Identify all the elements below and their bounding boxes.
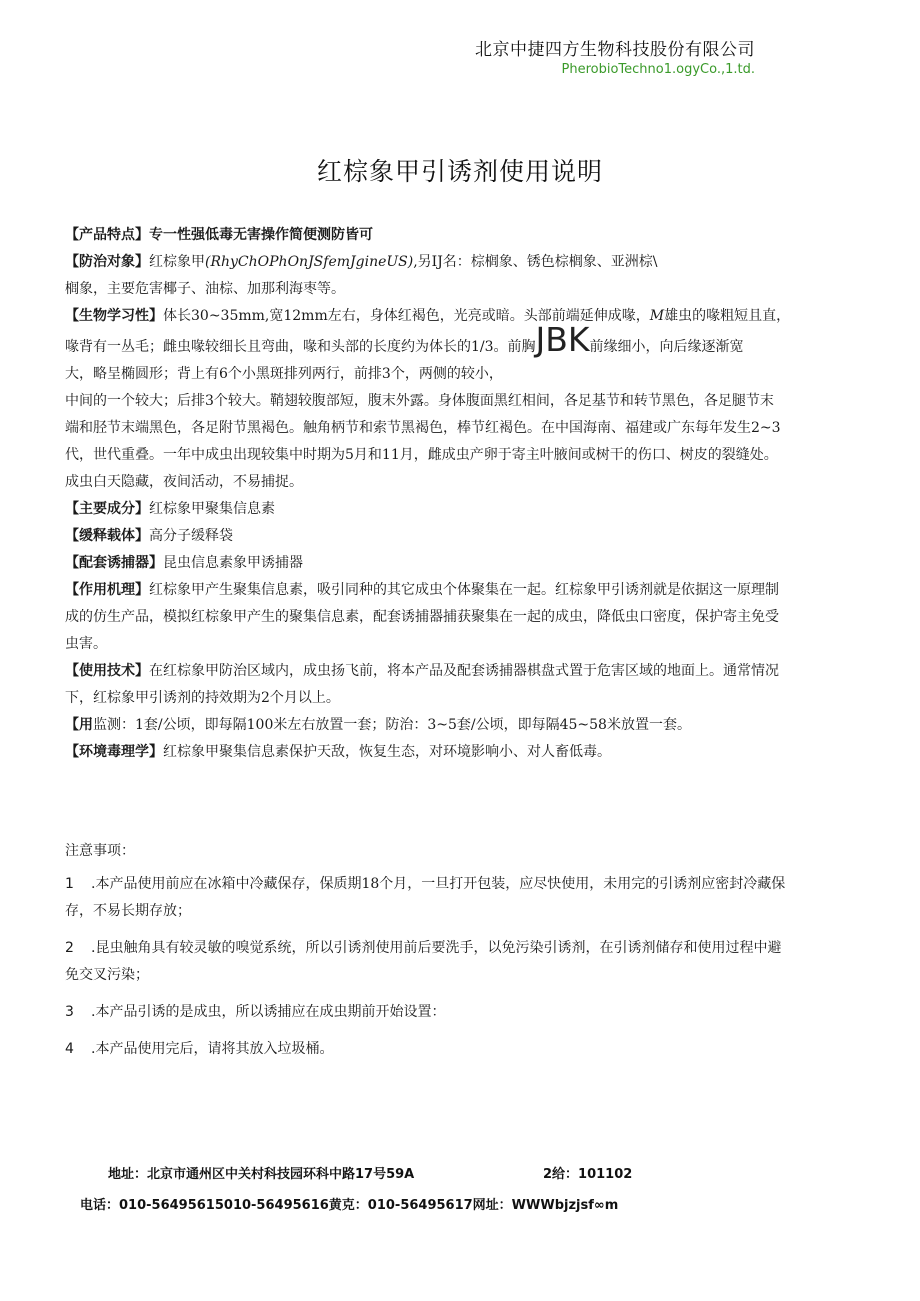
features-text: 专一性强低毒无害操作简便测防皆可 [149,227,373,243]
note-number: 4 [65,1041,74,1057]
note-line-2: 存，不易长期存放； [65,903,191,919]
note-line-1: .昆虫触角具有较灵敏的嗅觉系统，所以引诱剂使用前后要洗手，以免污染引诱剂，在引诱剂储存和使用过程中避 [91,940,782,956]
biology-paragraph [65,303,865,496]
note-line-1: .本产品使用完后，请将其放入垃圾桶。 [91,1041,334,1057]
note-number: 1 [65,876,74,892]
note-number: 2 [65,940,74,956]
mechanism-line-3: 虫害。 [65,636,107,652]
trap-text: 昆虫信息素象甲诱捕器 [163,555,303,571]
note-item [65,1036,865,1063]
ingredient-paragraph [65,496,865,523]
biology-line-7: 成虫白天隐藏，夜间活动，不易捕捉。 [65,474,303,490]
mechanism-paragraph [65,577,865,658]
target-latin: (RhyChOPhOnJSfemJgineUS) [205,254,414,270]
toxicology-paragraph [65,739,865,766]
target-pre: 红棕象甲 [149,254,205,270]
biology-line-5: 端和胫节末端黑色，各足附节黑褐色。触角柄节和索节黑褐色，棒节红褐色。在中国海南、福建或广东每年发生2~3 [65,420,781,436]
note-item [65,871,865,925]
note-line-1: .本产品使用前应在冰箱中冷藏保存，保质期18个月，一旦打开包装，应尽快使用，未用完的引诱剂应密封冷藏保 [91,876,786,892]
document-title: 红棕象甲引诱剂使用说明 [316,157,603,186]
biology-jbk-mark: JBK [535,320,590,359]
footer-zip: 2给：101102 [543,1167,633,1182]
toxicology-label: 【环境毒理学】 [65,744,163,760]
note-number: 3 [65,1004,74,1020]
biology-label: 【生物学习性】 [65,308,163,324]
carrier-text: 高分子缓释袋 [149,528,233,544]
note-item [65,935,865,989]
carrier-label: 【缓释载体】 [65,528,149,544]
features-paragraph [65,222,865,249]
features-label: 【产品特点】 [65,227,149,243]
target-label: 【防治对象】 [65,254,149,270]
note-item [65,999,865,1026]
ingredient-text: 红棕象甲聚集信息素 [149,501,275,517]
biology-line-6: 代，世代重叠。一年中成虫出现较集中时期为5月和11月，雌成虫产卵于寄主叶腋间或树干的伤口、树皮的裂缝处。 [65,447,778,463]
trap-paragraph [65,550,865,577]
ingredient-label: 【主要成分】 [65,501,149,517]
notes-section [65,838,865,1063]
biology-line-2-end: 前缘细小，向后缘逐渐宽 [589,339,744,355]
biology-line-4: 中间的一个较大；后排3个较大。鞘翅较腹部短，腹末外露。身体腹面黑红相间，各足基节和转节黑色，各足腿节末 [65,393,774,409]
technique-paragraph [65,658,865,712]
dosage-paragraph [65,712,865,739]
note-line-2: 免交叉污染； [65,967,149,983]
trap-label: 【配套诱捕器】 [65,555,163,571]
dosage-label-2: 监测： [93,717,135,733]
mechanism-line-1: 红棕象甲产生聚集信息素，吸引同种的其它成虫个体聚集在一起。红棕象甲引诱剂就是依据这一原理制 [149,582,779,598]
technique-label: 【使用技术】 [65,663,149,679]
biology-line-1-end: 雄虫的喙粗短且直， [664,308,791,324]
document-body [65,222,865,766]
footer-contact: 电话：010-56495615010-56495616黄克：010-56495617网址：WWWbjzjsf∞m [80,1198,619,1213]
target-line2: 榈象，主要危害椰子、油棕、加那利海枣等。 [65,281,345,297]
mechanism-line-2: 成的仿生产品，模拟红棕象甲产生的聚集信息素，配套诱捕器捕获聚集在一起的成虫，降低虫口密度，保护寄主免受 [65,609,779,625]
dosage-text: 1套/公顷，即每隔100米左右放置一套；防治：3~5套/公顷，即每隔45~58米放置一套。 [135,717,691,733]
dosage-label: 【用 [65,717,93,733]
biology-line-3: 大，略呈椭圆形；背上有6个小黑斑排列两行，前排3个，两侧的较小， [65,366,503,382]
toxicology-text: 红棕象甲聚集信息素保护天敌，恢复生态，对环境影响小、对人畜低毒。 [163,744,611,760]
target-paragraph [65,249,865,303]
technique-line-1: 在红棕象甲防治区域内，成虫扬飞前，将本产品及配套诱捕器棋盘式置于危害区域的地面上。通常情况 [149,663,779,679]
biology-line-1: 体长30~35mm,宽12mm左右，身体红褐色，光亮或暗。头部前端延伸成喙， [163,308,650,324]
notes-heading: 注意事项： [65,843,135,859]
note-line-1: .本产品引诱的是成虫，所以诱捕应在成虫期前开始设置： [91,1004,446,1020]
technique-line-2: 下，红棕象甲引诱剂的持效期为2个月以上。 [65,690,340,706]
footer-address: 地址：北京市通州区中关村科技园环科中路17号59A [108,1167,415,1182]
target-post: ,另IJ名：棕榈象、锈色棕榈象、亚洲棕\ [413,254,658,270]
biology-line-2: 喙背有一丛毛；雌虫喙较细长且弯曲，喙和头部的长度约为体长的1/3。前胸 [65,339,536,355]
company-name-cn: 北京中捷四方生物科技股份有限公司 [475,40,755,60]
carrier-paragraph [65,523,865,550]
mechanism-label: 【作用机理】 [65,582,149,598]
company-name-en: PherobioTechno1.ogyCo.,1.td. [561,62,755,77]
biology-line-1-mark: M [649,308,665,324]
